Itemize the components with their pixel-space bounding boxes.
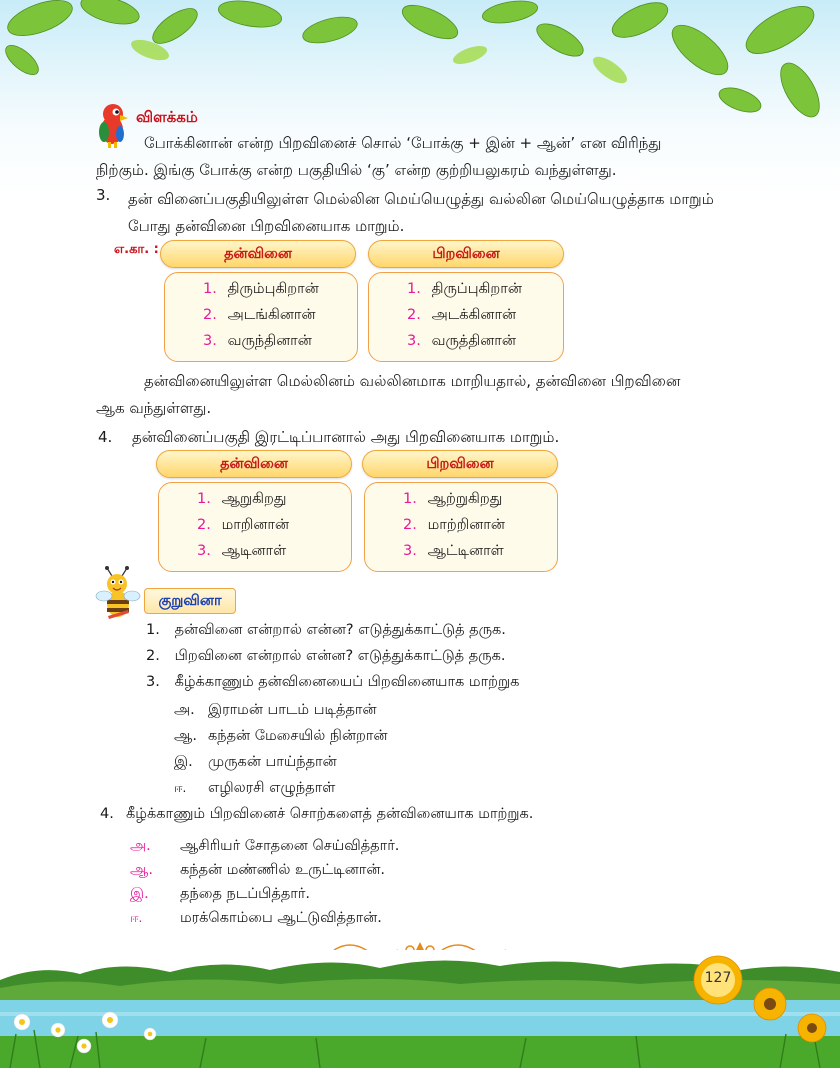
question-4: 4. கீழ்க்காணும் பிறவினைச் சொற்களைத் தன்வினையாக மாற்றுக. [100,806,534,822]
vilakkam-heading: விளக்கம் [136,108,198,126]
list-item: 3. ஆட்டினாள் [403,543,504,559]
q4-sub-item: அ. ஆசிரியர் சோதனை செய்வித்தார். [130,838,400,854]
point3-right-box [368,272,564,362]
point4-number: 4. [98,428,113,446]
sub-item: ஈ. எழிலரசி எழுந்தாள் [174,780,336,796]
vilakkam-line-1: போக்கினான் என்ற பிறவினைச் சொல் ‘போக்கு + இன் + ஆன்’ என விரிந்து [144,134,662,152]
kuruvina-heading: குறுவினா [144,588,236,614]
point4-left-header: தன்வினை [156,450,352,478]
question-2: 2. பிறவினை என்றால் என்ன? எடுத்துக்காட்டுத் தருக. [146,648,506,664]
q4-sub-item: இ. தந்தை நடப்பித்தார். [130,886,311,902]
list-item: 2. அடங்கினான் [203,307,316,323]
point4-left-box [158,482,352,572]
point3-explain-line-1: தன்வினையிலுள்ள மெல்லினம் வல்லினமாக மாறியதால், தன்வினை பிறவினை [144,372,681,390]
point4-right-box [364,482,558,572]
list-item: 3. ஆடினாள் [197,543,287,559]
point3-left-box [164,272,358,362]
sub-item: ஆ. கந்தன் மேசையில் நின்றான் [174,728,388,744]
point4-text: தன்வினைப்பகுதி இரட்டிப்பானால் அது பிறவினையாக மாறும். [132,428,560,446]
sub-item: இ. முருகன் பாய்ந்தான் [174,754,337,770]
point3-text [128,186,744,240]
point4-right-header: பிறவினை [362,450,558,478]
vilakkam-paragraph [96,130,744,184]
list-item: 2. மாறினான் [197,517,290,533]
list-item: 3. வருத்தினான் [407,333,516,349]
list-item: 1. ஆற்றுகிறது [403,491,503,507]
list-item: 1. ஆறுகிறது [197,491,287,507]
point3-explanation [96,368,744,422]
footer-landscape [0,950,840,1068]
sub-item: அ. இராமன் பாடம் படித்தான் [174,702,377,718]
page-number: 127 [704,970,732,986]
list-item: 2. அடக்கினான் [407,307,517,323]
list-item: 1. திருப்புகிறான் [407,281,522,297]
point3-explain-line-2: ஆக வந்துள்ளது. [96,399,212,417]
point3-right-header: பிறவினை [368,240,564,268]
q4-sub-item: ஈ. மரக்கொம்பை ஆட்டுவித்தான். [130,910,382,926]
question-1: 1. தன்வினை என்றால் என்ன? எடுத்துக்காட்டுத் தருக. [146,622,506,638]
question-3: 3. கீழ்க்காணும் தன்வினையைப் பிறவினையாக மாற்றுக [146,674,520,690]
q4-sub-item: ஆ. கந்தன் மண்ணில் உருட்டினான். [130,862,386,878]
point3-left-header: தன்வினை [160,240,356,268]
point3-line-1: தன் வினைப்பகுதியிலுள்ள மெல்லின மெய்யெழுத்து வல்லின மெய்யெழுத்தாக மாறும் [128,190,714,208]
list-item: 3. வருந்தினான் [203,333,312,349]
example-label: எ.கா. : [114,242,159,257]
vilakkam-line-2: நிற்கும். இங்கு போக்கு என்ற பகுதியில் ‘கு’ என்ற குற்றியலுகரம் வந்துள்ளது. [96,161,617,179]
bee-mascot-icon [94,566,142,622]
point3-line-2: போது தன்வினை பிறவினையாக மாறும். [128,217,405,235]
list-item: 2. மாற்றினான் [403,517,505,533]
list-item: 1. திரும்புகிறான் [203,281,319,297]
point3-number: 3. [96,186,111,204]
